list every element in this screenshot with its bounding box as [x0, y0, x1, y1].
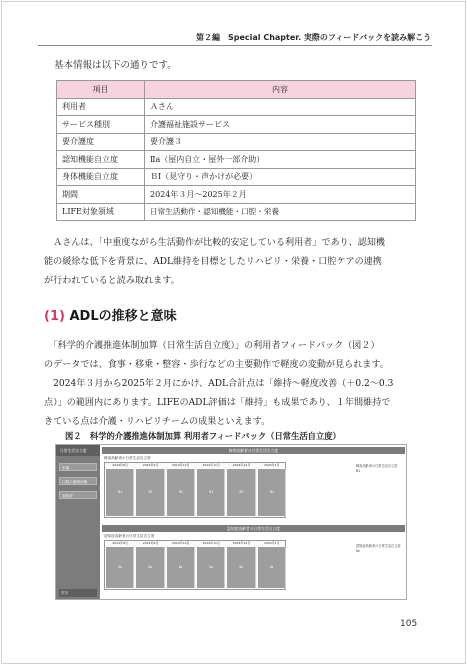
paragraph-line: が行われていると読み取れます。 [44, 276, 180, 286]
table-row [57, 98, 416, 116]
figure-panel2-month-value: Ⅱa [178, 565, 183, 570]
table-cell-label: 身体機能自立度 [57, 168, 145, 186]
table-cell-label: 要介護度 [57, 133, 145, 151]
paragraph-line: 2024年３月から2025年２月にかけ、ADL合計点は「維持～軽度改善（＋0.2～0.3 [44, 379, 394, 389]
figure-panel1-month-cell [106, 469, 134, 516]
section-heading [44, 305, 177, 324]
table-cell-value: ＢⅠ（見守り・声かけが必要） [145, 168, 416, 186]
table-header-item: 項目 [57, 81, 145, 99]
figure-panel1-month-label: 2024年8月 [112, 463, 128, 467]
figure-panel1-side-title: 障害高齢者の日常生活自立度 [356, 464, 398, 468]
table-header-content: 内容 [145, 81, 416, 99]
figure-panel2-month-label: 2024年10月 [172, 541, 190, 545]
figure-panel1-month-value: B1 [118, 490, 123, 495]
figure-panel1-band: 障害高齢者の日常生活自立度 [102, 447, 405, 454]
figure-panel1-month-label: 2024年9月 [142, 463, 159, 467]
figure-panel1-month-label: 2024年10月 [172, 463, 190, 467]
section-title-text: ADLの推移と意味 [69, 309, 177, 324]
figure-panel2-month-cell [197, 547, 225, 588]
figure-panel1-month-label: 2025年1月 [264, 463, 280, 467]
figure-panel2-month-label: 2025年1月 [264, 541, 280, 545]
figure-panel1-month-value: B1 [239, 490, 244, 495]
running-head: 第２編 Special Chapter. 実際のフィードバックを読み解こう [196, 33, 432, 42]
figure-sidebar-title: 日常生活自立度 [56, 445, 100, 456]
paragraph-line: Ａさんは、「中重度ながら生活動作が比較的安定している利用者」であり、認知機 [44, 238, 386, 248]
intro-text: 基本情報は以下の通りです。 [54, 60, 177, 71]
page-number: 105 [400, 619, 418, 629]
figure-panel2-band: 認知症高齢者の日常生活自立度 [102, 525, 405, 532]
figure-panel1-grid [104, 462, 286, 518]
table-cell-value: Ａさん [145, 98, 416, 116]
table-row [57, 116, 416, 134]
figure-panel2-month-cell [167, 547, 195, 588]
table-row [57, 151, 416, 169]
paragraph-adl [44, 337, 430, 432]
figure-panel1-month-cell [167, 469, 195, 516]
feedback-screenshot-figure [55, 444, 407, 600]
section-number: (1) [44, 309, 65, 324]
figure-panel2-month-value: Ⅱa [148, 565, 153, 570]
figure-panel1-month-cell [227, 469, 255, 516]
figure-panel1-month-cell [136, 469, 164, 516]
figure-panel1-month-value: B1 [148, 490, 153, 495]
table-header-row [57, 81, 416, 99]
table-row [57, 168, 416, 186]
figure-panel2-month-label: 2024年11月 [202, 541, 220, 545]
paragraph-line: 点）」の範囲内にあります。LIFEのADL評価は「維持」も成果であり、１年間維持で [44, 398, 391, 408]
table-cell-label: 認知機能自立度 [57, 151, 145, 169]
table-cell-value: 2024年３月～2025年２月 [145, 186, 416, 204]
figure-panel2-month-cell [258, 547, 286, 588]
table-cell-value: 日常生活動作・認知機能・口腔・栄養 [145, 203, 416, 221]
table-row [57, 203, 416, 221]
figure-panel2-side-value: Ⅱa [356, 549, 360, 553]
figure-panel2-month-value: Ⅱa [118, 565, 122, 570]
figure-sidebar-item: 口腔の健康状態 [59, 477, 97, 485]
table-row [57, 186, 416, 204]
figure-panel1-month-label: 2024年12月 [232, 463, 251, 467]
figure-panel2-month-value: Ⅱa [239, 565, 244, 570]
figure-panel2-grid [104, 540, 286, 590]
figure-back-button: 戻る [59, 589, 97, 597]
table-cell-label: 期間 [57, 186, 145, 204]
figure-panel1-month-value: B1 [269, 490, 275, 495]
figure-panel2-month-label: 2024年9月 [142, 541, 159, 545]
figure-sidebar [56, 445, 100, 599]
figure-panel1-side [356, 464, 397, 474]
paragraph-line: きている点は介護・リハビリチームの成果といえます。 [44, 417, 271, 427]
figure-panel2-month-value: Ⅱa [269, 565, 274, 570]
figure-caption: 図２ 科学的介護推進体制加算 利用者フィードバック（日常生活自立度） [65, 431, 341, 441]
table-cell-value: Ⅱa（屋内自立・屋外一部介助） [145, 151, 416, 169]
figure-panel1-month-value: B1 [178, 490, 184, 495]
figure-panel2-month-value: Ⅱa [209, 565, 213, 570]
figure-panel1-subtitle: 障害高齢者の日常生活自立度 [104, 456, 151, 460]
basic-info-table [56, 80, 416, 221]
paragraph-summary [44, 234, 430, 291]
figure-panel2-side [356, 544, 401, 554]
table-cell-value: 介護福祉施設サービス [145, 116, 416, 134]
figure-panel1-month-cell [258, 469, 286, 516]
header-rule [38, 45, 432, 46]
table-row [57, 133, 416, 151]
figure-panel2-month-cell [106, 547, 134, 588]
table-cell-label: サービス種別 [57, 116, 145, 134]
figure-panel2-month-cell [136, 547, 164, 588]
figure-panel2-side-title: 認知症高齢者の日常生活自立度 [356, 544, 401, 548]
figure-panel1-side-value: B1 [356, 469, 361, 473]
table-cell-label: 利用者 [57, 98, 145, 116]
paragraph-line: 能の緩徐な低下を背景に、ADL維持を目標としたリハビリ・栄養・口腔ケアの連携 [44, 257, 382, 267]
paragraph-line: 「科学的介護推進体制加算（日常生活自立度）」の利用者フィードバック（図２） [44, 341, 380, 351]
figure-panel1-month-label: 2024年11月 [202, 463, 220, 467]
figure-sidebar-item: 栄養 [59, 463, 97, 471]
figure-panel1-month-cell [197, 469, 225, 516]
table-cell-label: LIFE対象領域 [57, 203, 145, 221]
figure-panel2-month-label: 2024年8月 [112, 541, 128, 545]
figure-sidebar-item: 認知症 [59, 491, 97, 499]
table-cell-value: 要介護３ [145, 133, 416, 151]
figure-panel1-month-value: B1 [209, 490, 214, 495]
figure-panel2-subtitle: 認知症高齢者の日常生活自立度 [104, 534, 155, 538]
figure-panel2-month-cell [227, 547, 255, 588]
paragraph-line: のデータでは、食事・移乗・整容・歩行などの主要動作で軽度の変動が見られます。 [44, 360, 389, 370]
figure-panel2-month-label: 2024年12月 [232, 541, 251, 545]
